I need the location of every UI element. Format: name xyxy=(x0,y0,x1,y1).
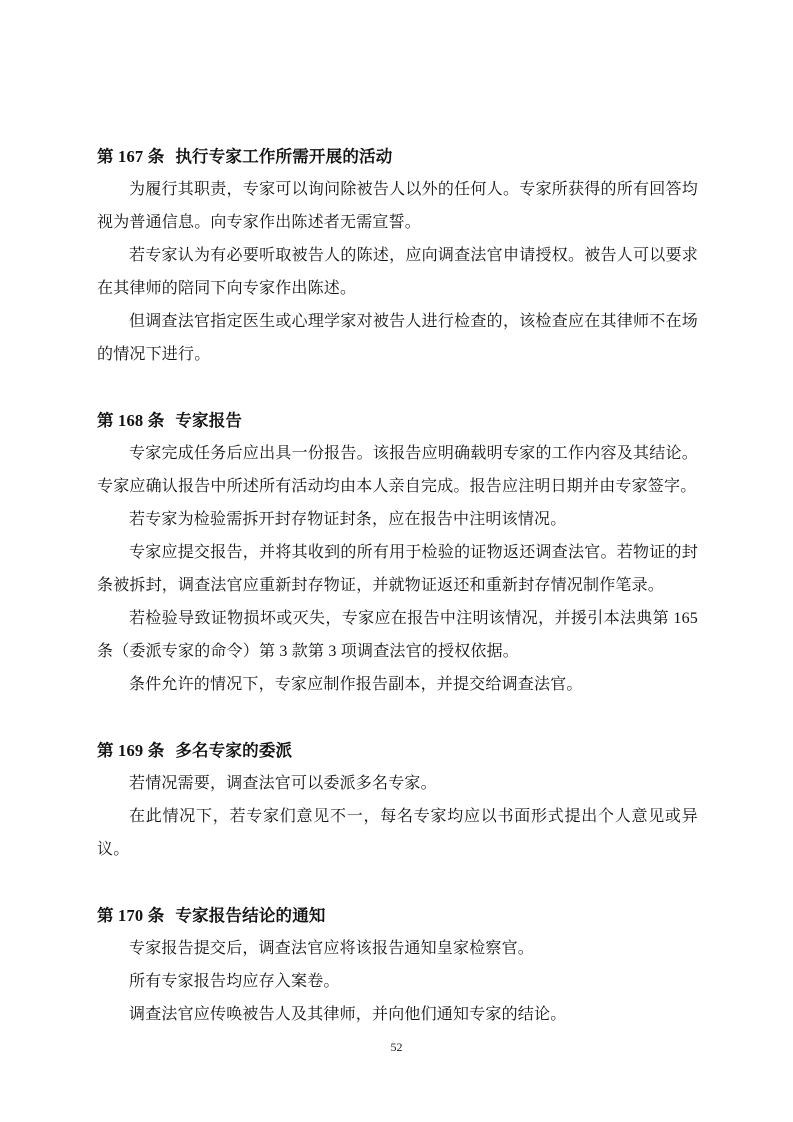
article-170-title: 专家报告结论的通知 xyxy=(175,906,326,925)
article-167-title: 执行专家工作所需开展的活动 xyxy=(175,147,393,166)
article-169-paragraph-2: 在此情况下，若专家们意见不一，每名专家均应以书面形式提出个人意见或异议。 xyxy=(97,808,698,858)
article-168-paragraph-3: 专家应提交报告，并将其收到的所有用于检验的证物返还调查法官。若物证的封条被拆封，调查法官应重新封存物证，并就物证返还和重新封存情况制作笔录。 xyxy=(97,544,698,594)
article-169 xyxy=(97,734,698,866)
article-167-paragraph-1: 为履行其职责，专家可以询问除被告人以外的任何人。专家所获得的所有回答均视为普通信息。向专家作出陈述者无需宣誓。 xyxy=(97,181,698,231)
article-170-paragraph-1: 专家报告提交后，调查法官应将该报告通知皇家检察官。 xyxy=(129,940,535,957)
page-number: 52 xyxy=(390,1040,403,1054)
article-168-heading xyxy=(97,404,698,437)
article-167-paragraph-2: 若专家认为有必要听取被告人的陈述，应向调查法官申请授权。被告人可以要求在其律师的陪同下向专家作出陈述。 xyxy=(97,247,698,297)
article-168-title: 专家报告 xyxy=(175,411,243,430)
article-167-number: 第 167 条 xyxy=(97,147,165,166)
article-168 xyxy=(97,404,698,701)
article-168-number: 第 168 条 xyxy=(97,411,165,430)
article-167 xyxy=(97,140,698,371)
article-167-heading xyxy=(97,140,698,173)
article-169-title: 多名专家的委派 xyxy=(175,741,293,760)
article-170-heading xyxy=(97,899,698,932)
article-168-paragraph-5: 条件允许的情况下，专家应制作报告副本，并提交给调查法官。 xyxy=(129,676,583,693)
article-169-paragraph-1: 若情况需要，调查法官可以委派多名专家。 xyxy=(129,775,437,792)
article-170-number: 第 170 条 xyxy=(97,906,165,925)
article-168-paragraph-4: 若检验导致证物损坏或灭失，专家应在报告中注明该情况，并援引本法典第 165 条（委派专家的命令）第 3 款第 3 项调查法官的授权依据。 xyxy=(97,610,698,660)
article-168-paragraph-2: 若专家为检验需拆开封存物证封条，应在报告中注明该情况。 xyxy=(129,511,567,528)
article-170 xyxy=(97,899,698,1031)
article-170-paragraph-2: 所有专家报告均应存入案卷。 xyxy=(129,973,340,990)
article-170-paragraph-3: 调查法官应传唤被告人及其律师，并向他们通知专家的结论。 xyxy=(129,1006,567,1023)
article-169-heading xyxy=(97,734,698,767)
article-167-paragraph-3: 但调查法官指定医生或心理学家对被告人进行检查的，该检查应在其律师不在场的情况下进行。 xyxy=(97,313,698,363)
article-169-number: 第 169 条 xyxy=(97,741,165,760)
article-168-paragraph-1: 专家完成任务后应出具一份报告。该报告应明确载明专家的工作内容及其结论。专家应确认报告中所述所有活动均由本人亲自完成。报告应注明日期并由专家签字。 xyxy=(97,445,698,495)
